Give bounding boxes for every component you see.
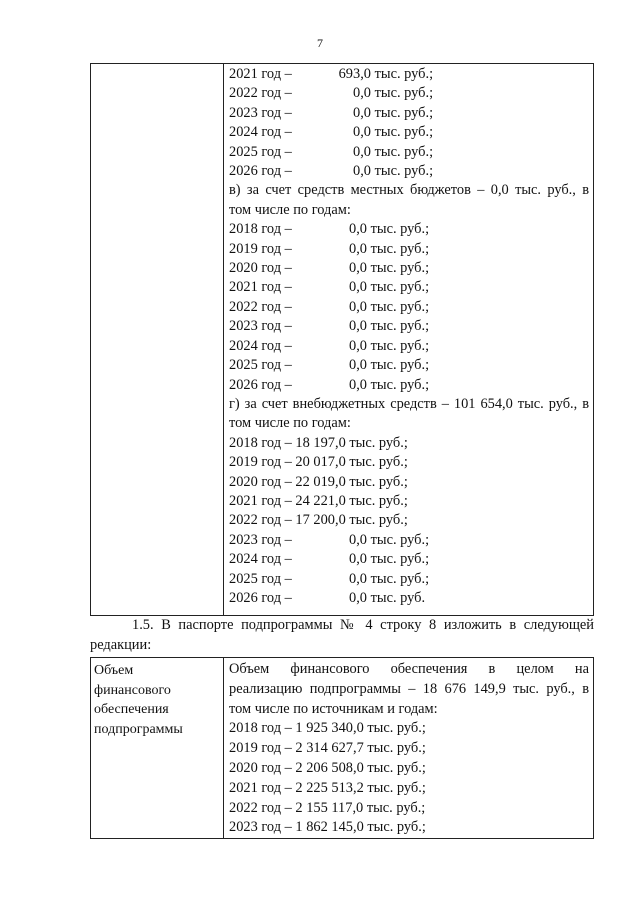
- total-line: реализацию подпрограммы – 18 676 149,9 тыс. руб., в: [229, 680, 589, 697]
- table-right-cell: [224, 64, 593, 615]
- extrabudget-heading-cont: том числе по годам:: [229, 415, 351, 432]
- year-row: 2018 год – 1 925 340,0 тыс. руб.;: [229, 720, 426, 737]
- paragraph-line: 1.5. В паспорте подпрограммы № 4 строку 8 изложить в следующей: [132, 617, 594, 633]
- year-row: 2018 год – 0,0 тыс. руб.;: [229, 221, 430, 238]
- year-row: 2021 год – 693,0 тыс. руб.;: [229, 66, 434, 82]
- year-row: 2021 год – 0,0 тыс. руб.;: [229, 279, 430, 296]
- table-left-cell: Объем финансового обеспечения подпрограммы: [91, 658, 224, 838]
- year-row: 2023 год – 0,0 тыс. руб.;: [229, 531, 430, 548]
- year-row: 2026 год – 0,0 тыс. руб.: [229, 589, 426, 606]
- subprogram-funding-table: [90, 657, 594, 839]
- year-row: 2022 год – 17 200,0 тыс. руб.;: [229, 512, 408, 529]
- year-row: 2024 год – 0,0 тыс. руб.;: [229, 337, 430, 354]
- year-row: 2021 год – 24 221,0 тыс. руб.;: [229, 492, 408, 509]
- year-row: 2020 год – 0,0 тыс. руб.;: [229, 260, 430, 277]
- year-row: 2023 год – 0,0 тыс. руб.;: [229, 318, 430, 335]
- local-budget-heading: в) за счет средств местных бюджетов – 0,0 тыс. руб., в: [229, 182, 589, 199]
- total-line: том числе по источникам и годам:: [229, 700, 438, 717]
- year-row: 2020 год – 2 206 508,0 тыс. руб.;: [229, 759, 426, 776]
- amendment-paragraph: [90, 616, 594, 655]
- table-right-cell: [224, 658, 593, 838]
- year-row: 2024 год – 0,0 тыс. руб.;: [229, 124, 434, 141]
- total-line: Объем финансового обеспечения в целом на: [229, 661, 589, 677]
- year-row: 2019 год – 2 314 627,7 тыс. руб.;: [229, 740, 426, 757]
- year-row: 2026 год – 0,0 тыс. руб.;: [229, 376, 430, 393]
- year-row: 2022 год – 0,0 тыс. руб.;: [229, 85, 434, 102]
- year-row: 2018 год – 18 197,0 тыс. руб.;: [229, 434, 408, 451]
- year-row: 2023 год – 0,0 тыс. руб.;: [229, 104, 434, 121]
- table-left-cell-empty: [91, 64, 224, 615]
- extrabudget-heading: г) за счет внебюджетных средств – 101 654,0 тыс. руб., в: [229, 395, 589, 412]
- paragraph-line: редакции:: [90, 636, 152, 653]
- year-row: 2025 год – 0,0 тыс. руб.;: [229, 570, 430, 587]
- year-row: 2019 год – 20 017,0 тыс. руб.;: [229, 454, 408, 471]
- year-row: 2021 год – 2 225 513,2 тыс. руб.;: [229, 779, 426, 796]
- year-row: 2022 год – 2 155 117,0 тыс. руб.;: [229, 799, 426, 816]
- funding-table-continued: [90, 63, 594, 616]
- year-row: 2020 год – 22 019,0 тыс. руб.;: [229, 473, 408, 490]
- year-row: 2025 год – 0,0 тыс. руб.;: [229, 357, 430, 374]
- local-budget-heading-cont: том числе по годам:: [229, 201, 351, 218]
- year-row: 2023 год – 1 862 145,0 тыс. руб.;: [229, 819, 426, 836]
- year-row: 2019 год – 0,0 тыс. руб.;: [229, 240, 430, 257]
- year-row: 2025 год – 0,0 тыс. руб.;: [229, 143, 434, 160]
- year-row: 2024 год – 0,0 тыс. руб.;: [229, 551, 430, 568]
- year-row: 2026 год – 0,0 тыс. руб.;: [229, 163, 434, 180]
- year-row: 2022 год – 0,0 тыс. руб.;: [229, 298, 430, 315]
- page-number: 7: [317, 36, 323, 50]
